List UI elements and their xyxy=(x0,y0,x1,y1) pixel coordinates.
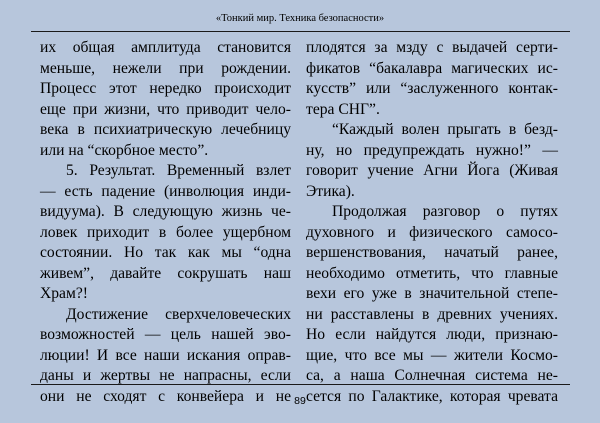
text-line: меньше, нежели при рождении. xyxy=(40,59,291,77)
text-line: плодятся за мзду с выдачей серти- xyxy=(306,39,558,56)
text-line: тера СНГ”. xyxy=(306,100,380,118)
text-line: состоянии. Но так как мы “одна xyxy=(40,244,291,261)
text-line: Храм?! xyxy=(40,285,88,302)
text-line: “Каждый волен прыгать в безд- xyxy=(332,121,558,138)
text-line: ни расставлены в древних учениях. xyxy=(306,305,558,323)
text-line: или на “скорбное место”. xyxy=(40,141,209,159)
text-line: — есть падение (инволюция инди- xyxy=(40,182,291,200)
text-line: Но если найдутся люди, признаю- xyxy=(306,326,558,343)
text-line: Продолжая разговор о путях xyxy=(332,203,558,220)
text-line: щие, что все мы — жители Космо- xyxy=(306,346,558,364)
text-line: вершенствования, начатый ранее, xyxy=(306,244,558,261)
page-number: 89 xyxy=(294,395,306,407)
text-line: ловек приходит в более ущербном xyxy=(40,223,291,241)
text-line: видуума). В следующую жизнь че- xyxy=(40,203,291,220)
footer-rule xyxy=(31,384,570,385)
text-line: возможностей — цель нашей эво- xyxy=(40,326,291,343)
text-line: сется по Галактике, которая чревата xyxy=(306,387,558,405)
text-line: люции! И все наши искания оправ- xyxy=(40,346,291,364)
text-line: века в психиатрическую лечебницу xyxy=(40,121,291,138)
text-line: Этика). xyxy=(306,182,355,200)
left-text-column xyxy=(40,38,291,407)
text-line: фикатов “бакалавра магических ис- xyxy=(306,59,558,77)
header-rule xyxy=(31,31,570,32)
text-line: Процесс этот нередко происходит xyxy=(40,80,291,97)
text-line: 5. Результат. Временный взлет xyxy=(66,162,291,179)
text-line: кусств” или “заслуженного контак- xyxy=(306,80,558,97)
text-line: вехи его уже в значительной степе- xyxy=(306,285,558,302)
text-line: са, а наша Солнечная система не- xyxy=(306,367,558,384)
right-text-column xyxy=(306,38,558,407)
text-line: духовного и физического самосо- xyxy=(306,223,558,241)
text-line: необходимо отметить, что главные xyxy=(306,264,558,282)
text-line: их общая амплитуда становится xyxy=(40,39,291,56)
running-header: «Тонкий мир. Техника безопасности» xyxy=(215,13,385,24)
text-line: даны и жертвы не напрасны, если xyxy=(40,367,291,384)
text-line: говорит учение Агни Йога (Живая xyxy=(306,162,558,179)
text-line: ну, но предупреждать нужно!” — xyxy=(306,141,558,159)
text-line: еще при жизни, что приводит чело- xyxy=(40,100,291,118)
text-line: они не сходят с конвейера и не xyxy=(40,387,291,405)
text-line: живем”, давайте сокрушать наш xyxy=(40,264,291,282)
text-line: Достижение сверхчеловеческих xyxy=(66,305,291,323)
